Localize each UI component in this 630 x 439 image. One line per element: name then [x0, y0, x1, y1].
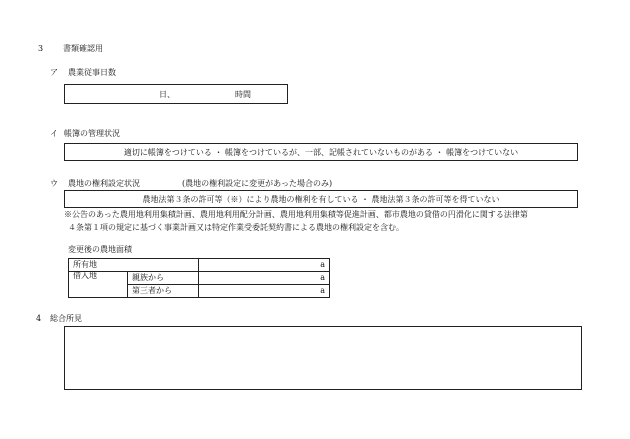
owned-unit-cell[interactable]: a — [199, 259, 330, 272]
farmland-area-table — [68, 258, 330, 298]
third-party-unit-cell[interactable]: a — [199, 285, 330, 298]
table-row — [69, 259, 330, 272]
table-row — [69, 272, 330, 285]
footnote-line2: ４条第１項の規定に基づく事業計画又は特定作業受委託契約書による農地の権利設定を含む。 — [68, 223, 404, 232]
land-rights-options: 農地法第３条の許可等（※）により農地の権利を有している ・ 農地法第３条の許可等を得ていない — [142, 194, 500, 204]
item-a-label: ア — [50, 68, 58, 77]
third-party-label: 第三者から — [128, 285, 199, 298]
area-title: 変更後の農地面積 — [68, 245, 132, 254]
section4-number: 4 — [36, 314, 42, 323]
relatives-unit-cell[interactable]: a — [199, 272, 330, 285]
item-a-title: 農業従事日数 — [68, 68, 116, 77]
bookkeeping-options: 適切に帳簿をつけている ・ 帳簿をつけているが、一部、記帳されていないものがある ・ 帳簿をつけていない — [123, 147, 519, 157]
section3-number: 3 — [38, 44, 44, 53]
working-days-box[interactable] — [64, 84, 288, 104]
land-rights-options-box[interactable] — [64, 190, 578, 208]
bookkeeping-options-box[interactable] — [64, 143, 578, 161]
item-i-title: 帳簿の管理状況 — [64, 129, 120, 138]
item-u-label: ウ — [50, 179, 58, 188]
leased-label: 借入地 — [69, 272, 128, 298]
section4-title: 総合所見 — [50, 314, 82, 323]
footnote-line1: ※公告のあった農用地利用集積計画、農用地利用配分計画、農用地利用集積等促進計画、都市農地の貸借の円滑化に関する法律第 — [64, 210, 528, 219]
hour-unit: 時間 — [235, 90, 251, 99]
item-u-title: 農地の権利設定状況 — [68, 179, 140, 188]
day-unit: 日、 — [159, 90, 175, 99]
item-i-label: イ — [50, 129, 58, 138]
relatives-label: 親族から — [128, 272, 199, 285]
owned-label: 所有地 — [69, 259, 199, 272]
item-u-note: (農地の権利設定に変更があった場合のみ) — [182, 179, 333, 188]
overall-opinion-box[interactable] — [64, 326, 582, 390]
section3-title: 書類確認用 — [63, 44, 103, 53]
